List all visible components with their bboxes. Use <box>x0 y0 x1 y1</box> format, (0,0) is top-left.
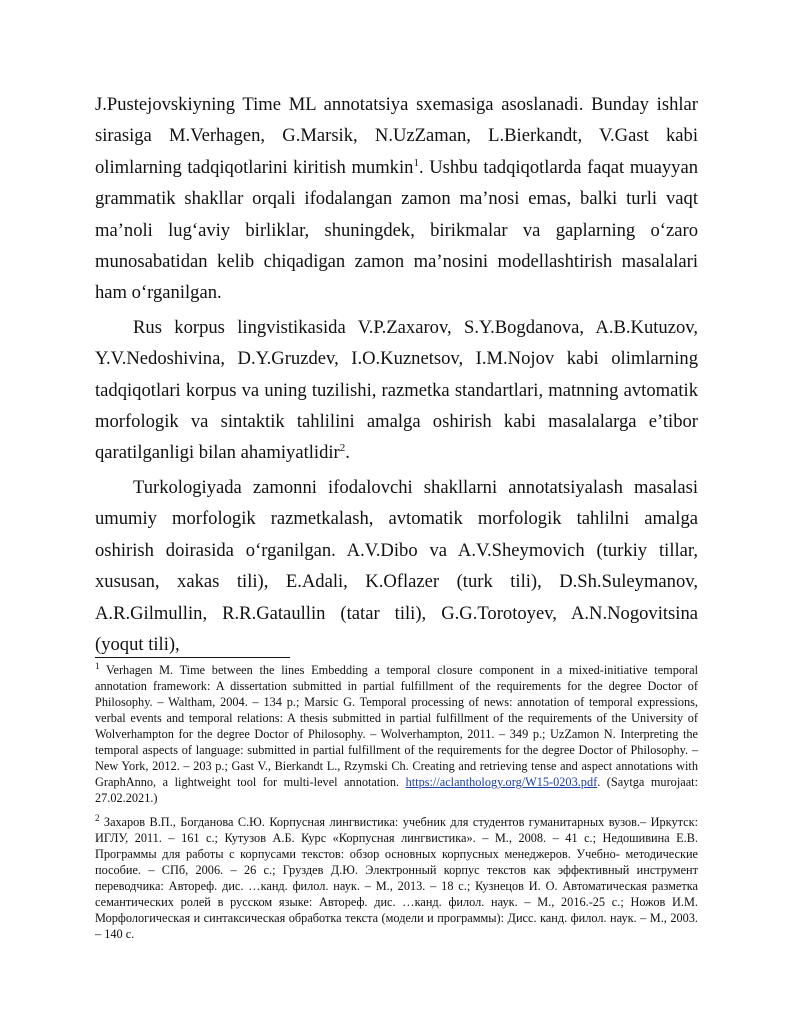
paragraph-3: Turkologiyada zamonni ifodalovchi shakllarni annotatsiyalash masalasi umumiy morfologik razmetkalash, avtomatik morfologik tahlilni amalga oshirish doirasida o‘rganilgan. A.V.Dibo va A.V.Sheymovich (turkiy tillar, xususan, xakas tili), E.Adali, K.Oflazer (turk tili), D.Sh.Suleymanov, A.R.Gilmullin, R.R.Gataullin (tatar tili), G.G.Torotoyev, A.N.Nogovitsina (yoqut tili), <box>95 476 698 655</box>
footnote-2-mark: 2 <box>95 812 100 823</box>
paragraph-1 <box>95 89 698 309</box>
footnote-1 <box>95 662 698 806</box>
body-text <box>95 89 698 660</box>
footnotes <box>95 662 698 942</box>
footnote-1-text: Verhagen M. Time between the lines Embedding a temporal closure component in a mixed-initiative temporal annotation framework: A dissertation submitted in partial fulfillment of the requirements for the degree Doctor of Philosophy. – Waltham, 2004. – 134 p.; Marsic G. Temporal processing of news: annotation of temporal expressions, verbal events and temporal relations: A thesis submitted in partial fulfillment of the requirements of the University of Wolverhampton for the degree Doctor of Philosophy. – Wolverhampton, 2011. – 349 p.; UzZamon N. Interpreting the temporal aspects of language: submitted in partial fulfillment of the requirements for the degree Doctor of Philosophy. – New York, 2012. – 203 p.; Gast V., Bierkandt L., Rzymski Ch. Creating and retrieving tense and aspect annotations with GraphAnno, a lightweight tool for multi-level annotation. <box>95 663 698 789</box>
paragraph-1-text-cont: . Ushbu tadqiqotlarda faqat muayyan grammatik shakllar orqali ifodalangan zamon ma’nosi emas, balki turli vaqt ma’noli lug‘aviy birliklar, shuningdek, birikmalar va gaplarning o‘zaro munosabatidan kelib chiqadigan zamon ma’nosini modellashtirish masalalari ham o‘rganilgan. <box>95 156 698 304</box>
footnote-1-mark: 1 <box>95 660 100 671</box>
footnote-2 <box>95 814 698 942</box>
footnote-1-tail: . (Saytga murojaat: 27.02.2021.) <box>95 775 698 805</box>
footnote-separator <box>95 657 290 658</box>
footnote-ref-1[interactable]: 1 <box>413 156 419 169</box>
footnote-ref-2[interactable]: 2 <box>339 442 346 455</box>
paragraph-2-text: Rus korpus lingvistikasida V.P.Zaxarov, S.Y.Bogdanova, A.B.Kutuzov, Y.V.Nedoshivina, D.Y.Gruzdev, I.O.Kuznetsov, I.M.Nojov kabi olimlarning tadqiqotlari korpus va uning tuzilishi, razmetka standartlari, matnning avtomatik morfologik va sintaktik tahlilini amalga oshirish kabi masalalarga e’tibor qaratilganligi bilan ahamiyatlidir <box>95 316 698 464</box>
paragraph-2 <box>95 312 698 469</box>
paragraph-1-text: J.Pustejovskiyning Time ML annotatsiya sxemasiga asoslanadi. Bunday ishlar sirasiga M.Verhagen, G.Marsik, N.UzZaman, L.Bierkandt, V.Gast kabi olimlarning tadqiqotlarini kiritish mumkin <box>95 94 698 178</box>
paragraph-2-text-cont: . <box>345 442 350 464</box>
footnote-1-link[interactable]: https://aclanthology.org/W15-0203.pdf <box>405 775 598 789</box>
footnote-2-text: Захаров В.П., Богданова С.Ю. Корпусная лингвистика: учебник для студентов гуманитарных вузов.– Иркутск: ИГЛУ, 2011. – 161 с.; Кутузов А.Б. Курс «Корпусная лингвистика». – М., 2008. – 41 с.; Недошивина Е.В. Программы для работы с корпусами текстов: обзор основных корпусных менеджеров. Учебно- методические пособие. – СПб, 2006. – 26 с.; Груздев Д.Ю. Электронный корпус текстов как эффективный инструмент переводчика: Автореф. дис. …канд. филол. наук. – М., 2013. – 18 с.; Кузнецов И. О. Автоматическая разметка семантических ролей в русском языке: Автореф. дис. …канд. филол. наук. – М., 2016.-25 с.; Ножов И.М. Морфологическая и синтаксическая обработка текста (модели и программы): Дисс. канд. филол. наук. – М., 2003. – 140 с. <box>95 815 698 941</box>
